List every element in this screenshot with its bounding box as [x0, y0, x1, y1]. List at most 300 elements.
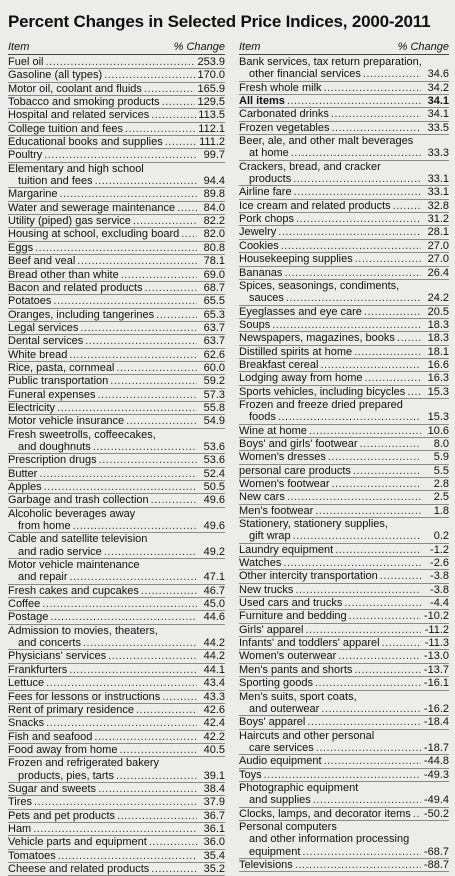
row-line [239, 82, 449, 94]
dot-leader [355, 253, 421, 265]
item-label: Photographic equipment [239, 781, 359, 794]
item-label: Eyeglasses and eye care [239, 305, 362, 318]
dot-leader [305, 624, 421, 636]
percent-change-value: 26.4 [427, 266, 449, 279]
item-label: at home [249, 147, 289, 160]
dot-leader [99, 454, 197, 466]
row-line [8, 757, 225, 769]
item-label: Ice cream and related products [239, 199, 391, 212]
item-label: Bank services, tax return preparation, [239, 56, 422, 68]
dot-leader [156, 309, 197, 321]
table-row [8, 717, 225, 730]
row-line [8, 823, 225, 835]
row-line [239, 438, 449, 450]
item-label: Wine at home [239, 424, 307, 437]
percent-change-value: 2.8 [433, 478, 449, 490]
percent-change-value: 27.0 [427, 239, 449, 252]
item-label: Tires [8, 796, 33, 809]
left-column [8, 41, 225, 876]
percent-change-value: 42.4 [203, 717, 225, 730]
percent-change-value: -44.8 [423, 755, 449, 768]
dot-leader [165, 136, 197, 148]
item-label: foods [249, 411, 276, 424]
table-row [239, 226, 449, 239]
row-line [8, 136, 225, 148]
percent-change-value: -1.2 [430, 543, 449, 556]
table-row [239, 161, 449, 187]
row-line [8, 717, 225, 729]
row-line [8, 163, 225, 175]
row-line [8, 322, 225, 334]
table-row [8, 362, 225, 375]
row-line [8, 598, 225, 610]
item-label: Oranges, including tangerines [8, 308, 155, 321]
item-label: Cable and satellite television [8, 533, 148, 546]
dot-leader [365, 372, 421, 384]
item-label: Potatoes [8, 295, 52, 308]
table-row [8, 783, 225, 796]
item-label: Utility (piped) gas service [8, 215, 131, 228]
item-label: Frankfurters [8, 663, 68, 676]
table-row [8, 454, 225, 467]
dot-leader [287, 491, 421, 503]
row-line [8, 349, 225, 361]
row-line [239, 610, 449, 622]
percent-change-value: 129.5 [197, 96, 225, 109]
row-line [8, 415, 225, 427]
dot-leader [95, 175, 197, 187]
item-label: Butter [8, 467, 38, 480]
table-row [8, 149, 225, 162]
row-line [239, 240, 449, 252]
item-label: Infants' and toddlers' apparel [239, 637, 380, 650]
row-line [8, 362, 225, 374]
item-label: Airline fare [239, 186, 292, 199]
row-line [239, 664, 449, 676]
row-line [8, 202, 225, 214]
item-label: Televisions [239, 858, 293, 871]
dot-leader [97, 389, 197, 401]
dot-leader [278, 226, 421, 238]
percent-change-value: 35.4 [203, 849, 225, 862]
table-row [239, 306, 449, 319]
row-line [239, 544, 449, 556]
table-row [239, 664, 449, 677]
table-row [8, 677, 225, 690]
row-line [239, 292, 449, 304]
item-label: New trucks [239, 583, 294, 596]
percent-change-value: 170.0 [197, 69, 225, 82]
percent-change-value: 80.8 [203, 241, 225, 254]
row-line [8, 282, 225, 294]
item-label: Watches [239, 557, 282, 570]
dot-leader [136, 704, 197, 716]
item-label: Physicians' services [8, 650, 107, 663]
dot-leader [264, 769, 421, 781]
item-label: Fresh whole milk [239, 81, 322, 94]
percent-change-value: 111.2 [199, 136, 225, 149]
percent-change-value: 42.2 [203, 730, 225, 743]
percent-change-value: 55.8 [203, 401, 225, 414]
percent-change-value: 15.3 [427, 385, 449, 398]
item-label: Motor vehicle insurance [8, 415, 125, 428]
item-header: Item [239, 41, 261, 53]
row-line [8, 454, 225, 466]
dot-leader [295, 859, 421, 871]
item-label: Housing at school, excluding board [8, 228, 180, 241]
item-label: Sugar and sweets [8, 782, 97, 795]
row-line [8, 691, 225, 703]
percent-change-value: 49.6 [203, 520, 225, 533]
row-line [239, 637, 449, 649]
item-label: Fuel oil [8, 56, 44, 68]
row-line [8, 295, 225, 307]
dot-leader [98, 783, 197, 795]
table-row [8, 83, 225, 96]
row-line [239, 478, 449, 490]
table-row [8, 123, 225, 136]
item-label: Gasoline (all types) [8, 69, 103, 82]
row-line [8, 731, 225, 743]
item-label: Women's outerwear [239, 650, 337, 663]
row-line [239, 425, 449, 437]
item-label: and repair [18, 571, 68, 584]
item-label: Vehicle parts and equipment [8, 836, 147, 849]
dot-leader [307, 716, 421, 728]
item-label: Tomatoes [8, 849, 56, 862]
row-line [239, 451, 449, 463]
dot-leader [70, 571, 197, 583]
percent-change-value: 32.8 [427, 199, 449, 212]
item-label: Motor vehicle maintenance [8, 559, 140, 572]
item-label: and other information processing [249, 833, 410, 846]
row-line [8, 96, 225, 108]
item-label: Audio equipment [239, 755, 322, 768]
row-line [8, 402, 225, 414]
row-line [239, 465, 449, 477]
table-row [239, 782, 449, 808]
dot-leader [287, 95, 421, 107]
row-line [239, 597, 449, 609]
item-label: and doughnuts [18, 440, 91, 453]
percent-change-value: 44.2 [203, 650, 225, 663]
percent-change-value: 84.0 [203, 201, 225, 214]
item-label: Men's suits, sport coats, [239, 690, 357, 703]
percent-change-value: 0.2 [433, 530, 449, 543]
dot-leader [141, 585, 197, 597]
table-row [239, 135, 449, 161]
table-row [8, 650, 225, 663]
percent-change-value: 10.6 [427, 424, 449, 437]
item-label: Coffee [8, 598, 41, 611]
row-line [239, 730, 449, 742]
row-line [239, 808, 449, 820]
percent-change-value: 44.6 [203, 611, 225, 624]
item-label: Poultry [8, 149, 43, 162]
dot-leader [320, 359, 421, 371]
table-row [239, 319, 449, 332]
table-row [239, 108, 449, 121]
dot-leader [73, 520, 197, 532]
item-label: Legal services [8, 321, 79, 334]
row-line [239, 332, 449, 344]
table-row [8, 335, 225, 348]
percent-change-value: 99.7 [203, 149, 225, 162]
row-line [239, 518, 449, 530]
item-label: Housekeeping supplies [239, 253, 353, 266]
dot-leader [294, 186, 421, 198]
percent-change-value: 82.2 [203, 215, 225, 228]
percent-change-value: 40.5 [203, 743, 225, 756]
row-line [8, 810, 225, 822]
row-line [239, 650, 449, 662]
dot-leader [125, 123, 196, 135]
item-label: Frozen vegetables [239, 121, 330, 134]
row-line [8, 850, 225, 862]
row-line [239, 833, 449, 845]
item-label: care services [249, 741, 314, 754]
row-line [239, 280, 449, 292]
dot-leader [354, 346, 421, 358]
dot-leader [126, 415, 197, 427]
item-label: Boys' and girls' footwear [239, 437, 358, 450]
percent-change-value: 33.3 [427, 147, 449, 160]
table-row [239, 557, 449, 570]
percent-change-value: 63.7 [203, 321, 225, 334]
row-line [8, 637, 225, 649]
row-line [8, 650, 225, 662]
table-row [239, 425, 449, 438]
page-title: Percent Changes in Selected Price Indices, 2000-2011 [8, 12, 431, 31]
percent-change-value: 20.5 [427, 305, 449, 318]
item-label: Lettuce [8, 677, 45, 690]
table-row [239, 491, 449, 504]
item-label: Carbonated drinks [239, 108, 329, 121]
percent-change-value: -16.1 [423, 677, 449, 690]
percent-change-value: 78.1 [203, 255, 225, 268]
percent-change-value: -18.4 [423, 716, 449, 729]
row-line [239, 226, 449, 238]
percent-change-value: 63.7 [203, 335, 225, 348]
row-line [8, 664, 225, 676]
row-line [8, 375, 225, 387]
percent-change-value: 8.0 [433, 437, 449, 450]
item-label: Educational books and supplies [8, 136, 163, 149]
item-label: White bread [8, 348, 68, 361]
row-line [8, 429, 225, 441]
row-line [239, 346, 449, 358]
table-row [8, 402, 225, 415]
table-row [8, 664, 225, 677]
percent-change-value: 46.7 [203, 584, 225, 597]
item-label: tuition and fees [18, 175, 93, 188]
percent-change-value: 18.3 [427, 318, 449, 331]
table-row [8, 796, 225, 809]
row-line [8, 770, 225, 782]
dot-leader [332, 478, 421, 490]
dot-leader [338, 650, 421, 662]
table-row [239, 769, 449, 782]
row-line [8, 796, 225, 808]
table-row [8, 731, 225, 744]
row-line [239, 319, 449, 331]
dot-leader [162, 691, 197, 703]
percent-change-value: -49.3 [423, 768, 449, 781]
row-line [239, 703, 449, 715]
percent-change-value: 33.1 [427, 173, 449, 186]
row-line [239, 677, 449, 689]
table-row [8, 136, 225, 149]
percent-change-value: 34.2 [427, 81, 449, 94]
dot-leader [313, 794, 421, 806]
row-line [8, 611, 225, 623]
table-row [8, 282, 225, 295]
table-row [239, 359, 449, 372]
item-label: products, pies, tarts [18, 769, 114, 782]
percent-change-value: 82.0 [203, 228, 225, 241]
percent-change-value: 43.4 [203, 677, 225, 690]
table-row [239, 518, 449, 544]
item-label: Bread other than white [8, 268, 119, 281]
item-label: Cookies [239, 239, 279, 252]
row-line [239, 584, 449, 596]
percent-change-value: -2.6 [430, 557, 449, 570]
percent-change-value: 57.3 [203, 388, 225, 401]
percent-change-value: 5.5 [433, 464, 449, 477]
item-label: Rice, pasta, cornmeal [8, 361, 115, 374]
percent-change-value: 35.2 [203, 862, 225, 875]
dot-leader [331, 108, 421, 120]
dot-leader [50, 611, 197, 623]
item-label: New cars [239, 491, 285, 504]
row-line [8, 468, 225, 480]
dot-leader [302, 846, 421, 858]
percent-change-value: 53.6 [203, 440, 225, 453]
row-line [8, 335, 225, 347]
right-rows [239, 56, 449, 872]
table-row [239, 451, 449, 464]
percent-change-value: 113.5 [198, 109, 225, 122]
dot-leader [293, 530, 421, 542]
percent-change-value: 5.9 [433, 451, 449, 464]
dot-leader [321, 703, 421, 715]
dot-leader [286, 292, 421, 304]
percent-change-value: 44.1 [203, 663, 225, 676]
percent-change-value: -3.8 [430, 570, 449, 583]
item-label: Boys' apparel [239, 716, 306, 729]
dot-leader [35, 242, 197, 254]
row-line [239, 742, 449, 754]
dot-leader [353, 465, 421, 477]
dot-leader [283, 557, 421, 569]
table-row [239, 859, 449, 872]
table-row [239, 544, 449, 557]
percent-change-value: 18.1 [427, 345, 449, 358]
percent-change-value: 52.4 [203, 467, 225, 480]
item-label: Prescription drugs [8, 454, 97, 467]
table-row [8, 242, 225, 255]
table-row [239, 677, 449, 690]
item-label: Breakfast cereal [239, 358, 319, 371]
percent-change-value: -50.2 [423, 807, 449, 820]
item-label: Spices, seasonings, condiments, [239, 279, 400, 292]
item-label: Alcoholic beverages away [8, 507, 136, 520]
row-line [8, 508, 225, 520]
dot-leader [151, 863, 197, 875]
change-header: % Change [173, 41, 225, 53]
table-row [8, 508, 225, 534]
percent-change-value: 33.1 [427, 186, 449, 199]
dot-leader [181, 228, 197, 240]
row-line [239, 56, 449, 68]
table-row [8, 429, 225, 455]
item-label: Water and sewerage maintenance [8, 201, 176, 214]
dot-leader [60, 188, 197, 200]
percent-change-value: 36.0 [203, 836, 225, 849]
table-row [8, 389, 225, 402]
row-line [239, 135, 449, 147]
dot-leader [309, 425, 421, 437]
dot-leader [363, 68, 421, 80]
item-label: Other intercity transportation [239, 570, 378, 583]
percent-change-value: 2.5 [433, 491, 449, 504]
percent-change-value: 34.6 [427, 68, 449, 81]
table-row [239, 637, 449, 650]
percent-change-value: 27.0 [427, 253, 449, 266]
item-label: Motor oil, coolant and fluids [8, 82, 142, 95]
item-label: Fresh cakes and cupcakes [8, 584, 139, 597]
table-row [239, 346, 449, 359]
dot-leader [177, 202, 197, 214]
row-line [239, 359, 449, 371]
row-line [239, 624, 449, 636]
table-row [239, 716, 449, 729]
item-label: Apples [8, 481, 42, 493]
row-line [239, 147, 449, 159]
item-label: Soups [239, 318, 271, 331]
row-line [239, 108, 449, 120]
table-row [8, 269, 225, 282]
dot-leader [151, 109, 196, 121]
dot-leader [45, 56, 195, 68]
table-row [8, 559, 225, 585]
table-row [8, 375, 225, 388]
row-line [8, 215, 225, 227]
dot-leader [272, 319, 421, 331]
row-line [8, 677, 225, 689]
item-label: Fresh sweetrolls, coffeecakes, [8, 428, 156, 441]
dot-leader [133, 215, 197, 227]
percent-change-value: -11.3 [424, 637, 449, 650]
row-line [239, 716, 449, 728]
item-label: Used cars and trucks [239, 597, 343, 610]
dot-leader [117, 810, 197, 822]
item-label: Eggs [8, 241, 34, 254]
row-line [8, 123, 225, 135]
percent-change-value: -13.7 [423, 663, 449, 676]
dot-leader [83, 637, 197, 649]
table-row [8, 202, 225, 215]
table-row [8, 836, 225, 849]
percent-change-value: -88.7 [423, 858, 449, 871]
item-label: Food away from home [8, 743, 118, 756]
percent-change-value: -10.2 [423, 610, 449, 623]
item-label: Pets and pet products [8, 809, 116, 822]
row-line [8, 585, 225, 597]
item-label: Snacks [8, 717, 45, 730]
item-label: Ham [8, 822, 32, 835]
percent-change-value: 36.7 [203, 809, 225, 822]
